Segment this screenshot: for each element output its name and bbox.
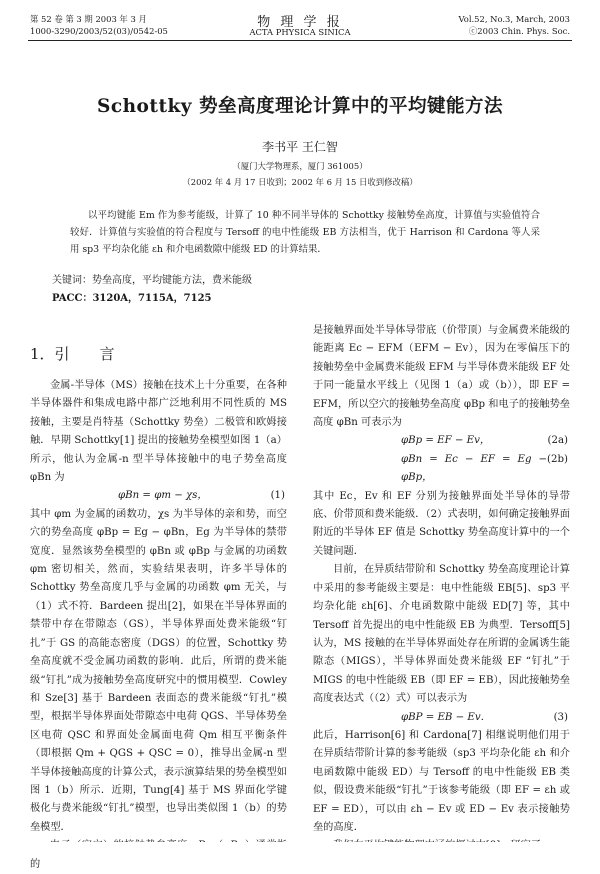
received-dates: （2002 年 4 月 17 日收到；2002 年 6 月 15 日收到修改稿） (182, 177, 418, 187)
keywords: 关键词：势垒高度，平均键能方法，费米能级 (52, 275, 252, 286)
equation-2b (313, 451, 570, 488)
equation-2a (313, 432, 570, 450)
header-rule (28, 40, 572, 41)
paper-title: Schottky 势垒高度理论计算中的平均键能方法 (96, 96, 503, 117)
right-column (313, 322, 570, 856)
equation-1 (30, 487, 287, 505)
equation-3-number: (3) (553, 711, 568, 723)
authors: 李书平 王仁智 (262, 140, 338, 154)
left-column (30, 343, 287, 874)
journal-name-en: ACTA PHYSICA SINICA (249, 27, 351, 37)
equation-2a-number: (2a) (547, 435, 568, 447)
equation-1-number: (1) (270, 490, 285, 502)
abstract: 以平均键能 Em 作为参考能级，计算了 10 种不同半导体的 Schottky 接触势垒高度，计算值与实验值符合较好．计算值与实验值的符合程度与 Tersoff 的电中性能级 EB 方法相当，优于 Harrison 和 Cardona 等人采用 sp3 平均杂化能 εh 和介电函数隙中能级 ED 的计算结果． (70, 210, 540, 255)
journal-name-cn: 物 理 学 报 (257, 15, 343, 30)
right-paragraph-2: 其中 Ec，Ev 和 EF 分别为接触界面处半导体的导带底、价带顶和费米能级．（2）式表明，如何确定接触界面附近的半导体 EF 值是 Schottky 势垒高度计算中的一个关键问题． (313, 490, 570, 557)
affiliation: （厦门大学物理系，厦门 361005） (232, 161, 368, 171)
volume-info: 第 52 卷 第 3 期 2003 年 3 月 (30, 14, 147, 24)
intro-paragraph-1: 金属-半导体（MS）接触在技术上十分重要，在各种半导体器件和集成电路中都广泛地利用不同性质的 MS 接触，主要是肖特基（Schottky 势垒）二极管和欧姆接触．早期 Schottky[1] 提出的接触势垒模型如图 1（a）所示，他认为金属-n 型半导体接触中的电子势垒高度 φBn 为 (30, 380, 287, 484)
section-heading: 1．引 言 (30, 345, 115, 363)
equation-3-body: φBP = EB − Ev． (401, 711, 491, 723)
right-paragraph-3: 目前，在异质结带阶和 Schottky 势垒高度理论计算中采用的参考能级主要是：电中性能级 EB[5]、sp3 平均杂化能 εh[6]、介电函数隙中能级 ED[7] 等，其中 Tersoff 首先提出的电中性能级 EB 为典型．Tersoff[5] 认为，MS 接触的在半导体界面处存在所谓的金属诱生能隙态（MIGS），半导体界面处费米能级 EF “钉扎”于 MIGS 的电中性能级 EB（即 EF = EB），因此接触势垒高度表达式（（2）式）可以表示为 (313, 564, 570, 705)
equation-2b-body: φBn = Ec − EF = Eg − φBp， (401, 453, 548, 484)
page-bottom-mask (0, 842, 600, 850)
equation-1-body: φBn = φm − χs， (118, 490, 208, 502)
intro-paragraph-2: 其中 φm 为金属的函数功，χs 为半导体的亲和势，而空穴的势垒高度 φBp = Eg − φBn，Eg 为半导体的禁带宽度．显然该势垒模型的 φBn 或 φBp 与金属的功函数 φm 密切相关，然而，实验结果表明，许多半导体的 Schottky 势垒高度几乎与金属的功函数 φm 无关，与（1）式不符．Bardeen 提出[2]，如果在半导体界面的禁带中存在带隙态（GS），半导体界面处费米能级“钉扎”于 GS 的高能态密度（DGS）的位置，Schottky 势垒高度就不受金属功函数的影响．此后，所谓的费米能级“钉扎”成为接触势垒高度研究中的惯用模型．Cowley 和 Sze[3] 基于 Bardeen 表面态的费米能级“钉扎”模型，根据半导体界面处带隙态中电荷 QGS、半导体势垒区电荷 QSC 和界面处金属面电荷 Qm 相互平衡条件（即根据 Qm + QGS + QSC = 0），推导出金属-n 型半导体接触高度的计算公式，表示演算结果的势垒模型如图 1（b）所示．近期，Tung[4] 基于 MS 界面化学键极化与费米能级“钉扎”模型，也导出类似图 1（b）的势垒模型． (30, 508, 287, 833)
volume-info-en: Vol.52, No.3, March, 2003 (458, 14, 570, 24)
equation-2a-body: φBp = EF − Ev， (401, 435, 491, 447)
right-paragraph-4: 此后，Harrison[6] 和 Cardona[7] 相继说明他们用于在异质结带阶计算的参考能级（sp3 平均杂化能 εh 和介电函数隙中能级 ED）与 Tersoff 的电中性能级 EB 类似，假设费米能级“钉扎”于该参考能级（即 EF = εh 或 EF = ED），可以由 εh − Ev 或 ED − Ev 表示接触势垒的高度． (313, 729, 570, 833)
equation-2b-number: (2b) (547, 453, 568, 465)
pacc-codes: PACC：3120A，7115A，7125 (52, 293, 212, 304)
intro-paragraph-3: 的 (30, 858, 41, 870)
right-paragraph-1: 是接触界面处半导体导带底（价带顶）与金属费米能级的能距离 Ec − EFM（EFM − Ev），因为在零偏压下的接触势垒中金属费米能级 EFM 与半导体费米能级 EF 处于同一能量水平线上（见图 1（a）或（b）），即 EF = EFM，所以空穴的接触势垒高度 φBp 和电子的接触势垒高度 φBn 可表示为 (313, 325, 570, 429)
equation-3 (313, 709, 570, 727)
doc-code: 1000-3290/2003/52(03)/0542-05 (30, 26, 168, 36)
copyright: ⓒ2003 Chin. Phys. Soc. (468, 26, 570, 36)
